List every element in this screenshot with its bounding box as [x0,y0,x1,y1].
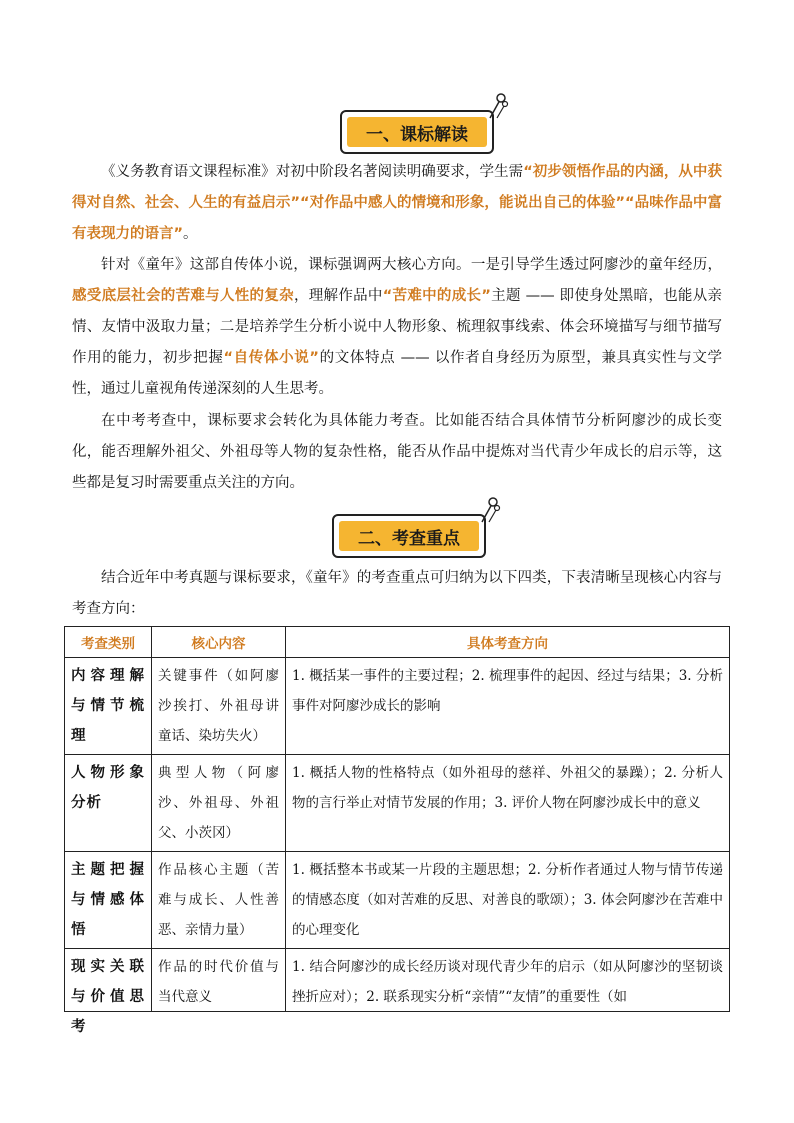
section-badge-1 [340,110,510,160]
section-title-2: 二、考查重点 [339,521,479,551]
table-row [65,852,730,949]
paragraph-1 [72,157,722,250]
row-category-text: 现实关联与价值思考 [71,959,145,1035]
p2-highlight-c: “自传体小说” [223,350,319,366]
row-core-text: 作品的时代价值与当代意义 [158,959,279,1005]
p2-text-d: 的文体特点 —— 以作者自身经历为原型，兼具真实性与文学性，通过儿童视角传递深刻的人生思考。 [72,350,723,397]
paragraph-3: 在中考考查中，课标要求会转化为具体能力考查。比如能否结合具体情节分析阿廖沙的成长变化，能否理解外祖父、外祖母等人物的复杂性格，能否从作品中提炼对当代青少年成长的启示等，这些都是复习时需要重点关注的方向。 [72,413,722,491]
row-direction-text: 1. 结合阿廖沙的成长经历谈对现代青少年的启示（如从阿廖沙的坚韧谈挫折应对）；2. 联系现实分析“亲情”“友情”的重要性（如 [292,959,723,1005]
p2-text-c: 主题 —— 即使身处黑暗，也能从亲情、友情中汲取力量；二是培养学生分析小说中人物形象、梳理叙事线索、体会环境描写与细节描写作用的能力，初步把握 [72,288,723,366]
p1-highlight: “初步领悟作品的内涵，从中获得对自然、社会、人生的有益启示”“对作品中感人的情境和形象，能说出自己的体验”“品味作品中富有表现力的语言” [72,164,722,242]
p1-text: 《义务教育语文课程标准》对初中阶段名著阅读明确要求，学生需 [101,164,524,180]
row-category: 主题把握与情感体悟 [65,852,152,949]
section-badge-2 [332,514,502,564]
row-category: 人物形象分析 [65,755,152,852]
paragraph-2 [72,250,722,405]
row-direction [286,949,730,1012]
table-row [65,658,730,755]
table-row [65,755,730,852]
pin-icon [478,496,500,524]
p2-highlight-b: “苦难中的成长” [382,288,491,304]
row-core: 作品核心主题（苦难与成长、人性善恶、亲情力量） [152,852,286,949]
row-direction: 1. 概括人物的性格特点（如外祖母的慈祥、外祖父的暴躁）；2. 分析人物的言行举止对情节发展的作用；3. 评价人物在阿廖沙成长中的意义 [286,755,730,852]
pin-icon [486,92,508,120]
row-core: 典型人物（阿廖沙、外祖母、外祖父、小茨冈） [152,755,286,852]
section-title-1: 一、课标解读 [347,117,487,147]
p2-text-a: 针对《童年》这部自传体小说，课标强调两大核心方向。一是引导学生透过阿廖沙的童年经历， [101,257,722,273]
row-core [152,949,286,1012]
row-direction: 1. 概括某一事件的主要过程；2. 梳理事件的起因、经过与结果；3. 分析事件对阿廖沙成长的影响 [286,658,730,755]
row-category: 内容理解与情节梳理 [65,658,152,755]
badge-frame [340,110,494,154]
row-direction: 1. 概括整本书或某一片段的主题思想；2. 分析作者通过人物与情节传递的情感态度（如对苦难的反思、对善良的歌颂）；3. 体会阿廖沙在苦难中的心理变化 [286,852,730,949]
p2-highlight-a: 感受底层社会的苦难与人性的复杂 [72,288,294,304]
table-intro: 结合近年中考真题与课标要求，《童年》的考查重点可归纳为以下四类，下表清晰呈现核心内容与考查方向： [72,570,722,617]
p2-text-b: ，理解作品中 [293,288,383,304]
row-category [65,949,152,1035]
header-direction: 具体考查方向 [286,627,730,658]
badge-frame [332,514,486,558]
header-core: 核心内容 [152,627,286,658]
table-header-row [65,627,730,658]
p1-end: 。 [183,226,198,242]
exam-focus-table [64,626,730,1035]
header-category: 考查类别 [65,627,152,658]
row-core: 关键事件（如阿廖沙挨打、外祖母讲童话、染坊失火） [152,658,286,755]
table-row [65,949,730,1012]
